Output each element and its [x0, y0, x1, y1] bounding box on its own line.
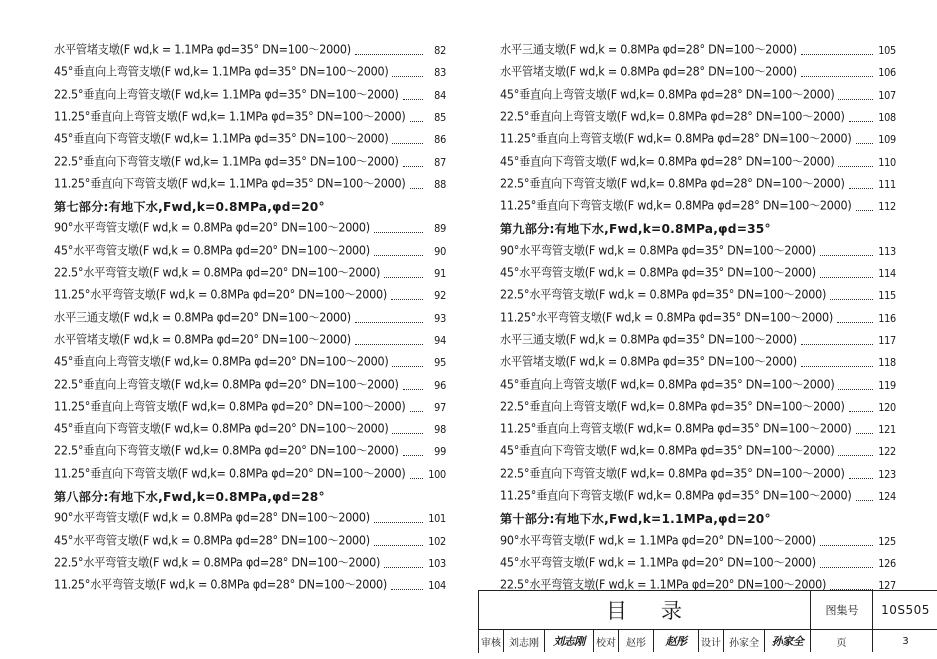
- dot-leader: [801, 75, 873, 77]
- section-heading-text: 第八部分:有地下水,Fwd,k=0.8MPa,φd=28°: [54, 490, 325, 504]
- toc-entry-title: 水平三通支墩(F wd,k = 0.8MPa φd=20° DN=100～2000): [54, 310, 351, 325]
- toc-page-number: 114: [878, 267, 896, 280]
- dot-leader: [374, 544, 423, 546]
- dot-leader: [856, 209, 873, 211]
- dot-leader: [820, 566, 873, 568]
- toc-page-number: 96: [434, 378, 446, 392]
- toc-entry: [500, 417, 896, 437]
- dot-leader: [355, 321, 423, 323]
- toc-page-number: 102: [428, 534, 446, 548]
- toc-page-number: 108: [878, 110, 896, 124]
- check-label: 校对: [596, 637, 616, 649]
- toc-entry: [54, 216, 446, 236]
- toc-page-number: 87: [434, 155, 446, 169]
- toc-page-number: 104: [428, 579, 446, 593]
- dot-leader: [374, 254, 423, 256]
- toc-page-number: 113: [878, 244, 896, 258]
- toc-page-number: 107: [878, 88, 896, 102]
- toc-entry-title: 22.5°垂直向上弯管支墩(F wd,k= 0.8MPa φd=20° DN=100～2000): [54, 377, 399, 392]
- toc-entry-title: 11.25°垂直向上弯管支墩(F wd,k= 0.8MPa φd=28° DN=100～2000): [500, 132, 852, 147]
- toc-entry: [54, 261, 446, 281]
- dot-leader: [801, 53, 873, 55]
- toc-entry-title: 45°水平弯管支墩(F wd,k = 0.8MPa φd=35° DN=100～2000): [500, 265, 816, 280]
- design-label: 设计: [701, 637, 721, 649]
- toc-entry-title: 11.25°垂直向下弯管支墩(F wd,k= 1.1MPa φd=35° DN=100～2000): [54, 176, 406, 191]
- toc-page-number: 117: [878, 333, 896, 347]
- toc-entry: [500, 38, 896, 58]
- dot-leader: [410, 187, 423, 189]
- toc-entry-title: 水平三通支墩(F wd,k = 0.8MPa φd=35° DN=100～2000): [500, 332, 797, 347]
- title-block-divider: [810, 591, 811, 629]
- toc-entry: [500, 105, 896, 125]
- atlas-number: 10S505: [881, 603, 930, 617]
- toc-entry: [500, 306, 896, 326]
- toc-entry: [54, 529, 446, 549]
- dot-leader: [849, 477, 873, 479]
- toc-entry: [54, 172, 446, 192]
- toc-entry-title: 90°水平弯管支墩(F wd,k = 1.1MPa φd=20° DN=100～2000): [500, 533, 816, 548]
- toc-entry-title: 45°水平弯管支墩(F wd,k = 1.1MPa φd=20° DN=100～2000): [500, 555, 816, 570]
- toc-page-number: 91: [434, 267, 446, 280]
- toc-page-number: 127: [878, 579, 896, 593]
- toc-entry-title: 45°垂直向下弯管支墩(F wd,k= 1.1MPa φd=35° DN=100～2000): [54, 132, 389, 147]
- dot-leader: [856, 432, 873, 434]
- dot-leader: [384, 566, 423, 568]
- dot-leader: [374, 521, 423, 523]
- dot-leader: [355, 53, 423, 55]
- dot-leader: [849, 120, 873, 122]
- toc-entry-title: 45°垂直向下弯管支墩(F wd,k= 0.8MPa φd=28° DN=100～2000): [500, 154, 835, 169]
- toc-entry: [54, 283, 446, 303]
- toc-entry: [500, 373, 896, 393]
- reviewer-name: 刘志刚: [509, 637, 539, 649]
- dot-leader: [801, 365, 873, 367]
- dot-leader: [391, 298, 423, 300]
- dot-leader: [838, 165, 873, 167]
- toc-entry: [54, 150, 446, 170]
- dot-leader: [403, 165, 423, 167]
- dot-leader: [392, 432, 423, 434]
- dot-leader: [403, 98, 423, 100]
- toc-entry-title: 22.5°垂直向上弯管支墩(F wd,k= 1.1MPa φd=35° DN=100～2000): [54, 87, 399, 102]
- toc-entry-title: 11.25°垂直向上弯管支墩(F wd,k= 1.1MPa φd=35° DN=100～2000): [54, 109, 406, 124]
- toc-entry: [500, 283, 896, 303]
- dot-leader: [392, 365, 423, 367]
- toc-entry: [54, 573, 446, 593]
- toc-entry: [54, 328, 446, 348]
- toc-page-number: 116: [878, 311, 896, 325]
- toc-page-number: 101: [428, 512, 446, 526]
- dot-leader: [820, 276, 873, 278]
- review-label: 审核: [481, 637, 501, 649]
- toc-entry: [500, 239, 896, 259]
- toc-page-number: 85: [434, 110, 446, 124]
- toc-entry: [500, 261, 896, 281]
- dot-leader: [384, 276, 423, 278]
- dot-leader: [838, 98, 873, 100]
- toc-page-number: 105: [878, 44, 896, 57]
- toc-entry-title: 水平管堵支墩(F wd,k = 0.8MPa φd=20° DN=100～2000): [54, 332, 351, 347]
- designer-signature: 孙家全: [771, 635, 804, 648]
- toc-entry-title: 22.5°垂直向上弯管支墩(F wd,k= 0.8MPa φd=28° DN=100～2000): [500, 109, 845, 124]
- dot-leader: [374, 231, 423, 233]
- toc-entry-title: 水平管堵支墩(F wd,k = 0.8MPa φd=28° DN=100～2000): [500, 65, 797, 80]
- toc-page-number: 99: [434, 445, 446, 459]
- toc-page-number: 97: [434, 400, 446, 414]
- toc-entry-title: 22.5°垂直向下弯管支墩(F wd,k= 0.8MPa φd=35° DN=100～2000): [500, 466, 845, 481]
- toc-entry-title: 11.25°垂直向上弯管支墩(F wd,k= 0.8MPa φd=20° DN=100～2000): [54, 399, 406, 414]
- toc-page-number: 90: [434, 244, 446, 258]
- toc-page-number: 109: [878, 133, 896, 147]
- toc-page-number: 119: [878, 378, 896, 392]
- toc-entry: [500, 60, 896, 80]
- toc-page-number: 88: [434, 177, 446, 191]
- dot-leader: [355, 343, 423, 345]
- dot-leader: [856, 499, 873, 501]
- toc-page-number: 82: [434, 44, 446, 57]
- toc-entry: [54, 38, 446, 58]
- toc-page-number: 89: [434, 222, 446, 236]
- toc-entry: [500, 194, 896, 214]
- dot-leader: [403, 454, 423, 456]
- toc-entry-title: 22.5°水平弯管支墩(F wd,k = 0.8MPa φd=35° DN=100～2000): [500, 288, 827, 303]
- toc-entry-title: 11.25°水平弯管支墩(F wd,k = 0.8MPa φd=35° DN=100～2000): [500, 310, 833, 325]
- dot-leader: [849, 410, 873, 412]
- page-label: 页: [836, 637, 847, 649]
- toc-page-number: 120: [878, 400, 896, 414]
- toc-entry: [54, 506, 446, 526]
- toc-entry: [54, 373, 446, 393]
- dot-leader: [830, 298, 873, 300]
- document-title: 目录: [606, 599, 716, 623]
- toc-entry-title: 11.25°水平弯管支墩(F wd,k = 0.8MPa φd=20° DN=100～2000): [54, 288, 387, 303]
- toc-entry-title: 45°水平弯管支墩(F wd,k = 0.8MPa φd=20° DN=100～2000): [54, 243, 370, 258]
- toc-page-number: 84: [434, 88, 446, 102]
- toc-page-number: 124: [878, 490, 896, 503]
- toc-entry: [54, 306, 446, 326]
- toc-entry-title: 22.5°水平弯管支墩(F wd,k = 0.8MPa φd=28° DN=100～2000): [54, 555, 381, 570]
- toc-entry-title: 22.5°水平弯管支墩(F wd,k = 1.1MPa φd=20° DN=100～2000): [500, 578, 827, 593]
- dot-leader: [820, 544, 873, 546]
- title-block-signature-row: [479, 630, 937, 652]
- checker-signature: 赵彤: [665, 635, 687, 648]
- toc-entry-title: 22.5°垂直向下弯管支墩(F wd,k= 0.8MPa φd=28° DN=100～2000): [500, 176, 845, 191]
- toc-entry: [500, 150, 896, 170]
- toc-entry-title: 水平管堵支墩(F wd,k = 1.1MPa φd=35° DN=100～2000): [54, 42, 351, 57]
- toc-entry-title: 90°水平弯管支墩(F wd,k = 0.8MPa φd=35° DN=100～2000): [500, 243, 816, 258]
- dot-leader: [838, 454, 873, 456]
- toc-entry: [500, 350, 896, 370]
- toc-entry: [500, 328, 896, 348]
- toc-entry-title: 水平三通支墩(F wd,k = 0.8MPa φd=28° DN=100～2000): [500, 42, 797, 57]
- toc-entry: [54, 127, 446, 147]
- toc-page-number: 118: [878, 356, 896, 370]
- dot-leader: [410, 410, 423, 412]
- toc-entry-title: 11.25°垂直向下弯管支墩(F wd,k= 0.8MPa φd=28° DN=100～2000): [500, 198, 852, 214]
- reviewer-signature: 刘志刚: [553, 635, 585, 648]
- toc-entry: [54, 83, 446, 103]
- toc-page-number: 122: [878, 445, 896, 459]
- toc-entry-title: 45°垂直向上弯管支墩(F wd,k= 0.8MPa φd=28° DN=100～2000): [500, 87, 835, 102]
- dot-leader: [849, 187, 873, 189]
- toc-entry: [500, 462, 896, 482]
- toc-page-number: 95: [434, 356, 446, 370]
- title-block-top-row: [479, 591, 937, 630]
- toc-entry-title: 11.25°水平弯管支墩(F wd,k = 0.8MPa φd=28° DN=100～2000): [54, 578, 387, 593]
- dot-leader: [820, 254, 873, 256]
- toc-section-heading: [54, 484, 446, 504]
- toc-entry: [500, 172, 896, 192]
- section-heading-text: 第十部分:有地下水,Fwd,k=1.1MPa,φd=20°: [500, 512, 771, 527]
- toc-entry: [500, 395, 896, 415]
- checker-name: 赵彤: [626, 637, 646, 649]
- dot-leader: [838, 388, 873, 390]
- toc-entry-title: 22.5°水平弯管支墩(F wd,k = 0.8MPa φd=20° DN=100～2000): [54, 265, 381, 280]
- designer-name: 孙家全: [729, 637, 759, 649]
- toc-section-heading: [500, 216, 896, 236]
- toc-page-number: 111: [878, 177, 896, 191]
- toc-entry-title: 22.5°垂直向下弯管支墩(F wd,k= 0.8MPa φd=20° DN=100～2000): [54, 444, 399, 459]
- page-number: 3: [902, 635, 909, 647]
- toc-entry-title: 45°垂直向上弯管支墩(F wd,k= 0.8MPa φd=35° DN=100～2000): [500, 377, 835, 392]
- toc-page-number: 115: [878, 289, 896, 303]
- toc-entry-title: 45°垂直向上弯管支墩(F wd,k= 0.8MPa φd=20° DN=100～2000): [54, 355, 389, 370]
- title-block: [478, 590, 937, 653]
- section-heading-text: 第七部分:有地下水,Fwd,k=0.8MPa,φd=20°: [54, 200, 325, 215]
- section-heading-text: 第九部分:有地下水,Fwd,k=0.8MPa,φd=35°: [500, 222, 771, 237]
- toc-section-heading: [500, 506, 896, 526]
- toc-page-number: 121: [878, 423, 896, 437]
- toc-entry: [500, 484, 896, 504]
- toc-entry-title: 22.5°垂直向下弯管支墩(F wd,k= 1.1MPa φd=35° DN=100～2000): [54, 154, 399, 169]
- toc-page-number: 110: [878, 155, 896, 169]
- dot-leader: [392, 142, 423, 144]
- toc-page-number: 86: [434, 133, 446, 147]
- toc-entry-title: 90°水平弯管支墩(F wd,k = 0.8MPa φd=28° DN=100～2000): [54, 511, 370, 526]
- dot-leader: [410, 477, 423, 479]
- toc-entry: [54, 395, 446, 415]
- toc-entry: [500, 551, 896, 571]
- toc-entry-title: 45°垂直向下弯管支墩(F wd,k= 0.8MPa φd=35° DN=100～2000): [500, 444, 835, 459]
- toc-page-number: 103: [428, 556, 446, 570]
- dot-leader: [856, 142, 873, 144]
- toc-page-number: 112: [878, 200, 896, 214]
- toc-page-number: 126: [878, 556, 896, 570]
- toc-entry: [500, 127, 896, 147]
- toc-entry-title: 45°垂直向上弯管支墩(F wd,k= 1.1MPa φd=35° DN=100～2000): [54, 65, 389, 80]
- toc-section-heading: [54, 194, 446, 214]
- dot-leader: [837, 321, 873, 323]
- toc-page-number: 106: [878, 66, 896, 80]
- toc-entry: [54, 60, 446, 80]
- toc-page-number: 92: [434, 289, 446, 303]
- toc-page-number: 93: [434, 311, 446, 325]
- toc-entry-title: 11.25°垂直向下弯管支墩(F wd,k= 0.8MPa φd=35° DN=100～2000): [500, 488, 852, 503]
- toc-entry-title: 11.25°垂直向下弯管支墩(F wd,k= 0.8MPa φd=20° DN=100～2000): [54, 466, 406, 481]
- toc-entry-title: 22.5°垂直向上弯管支墩(F wd,k= 0.8MPa φd=35° DN=100～2000): [500, 399, 845, 414]
- dot-leader: [391, 588, 423, 590]
- toc-entry: [54, 417, 446, 437]
- toc-entry: [54, 350, 446, 370]
- atlas-number-label: 图集号: [825, 604, 859, 617]
- toc-entry: [500, 529, 896, 549]
- dot-leader: [801, 343, 873, 345]
- toc-entry: [500, 83, 896, 103]
- toc-entry-title: 45°水平弯管支墩(F wd,k = 0.8MPa φd=28° DN=100～2000): [54, 533, 370, 548]
- toc-entry: [54, 551, 446, 571]
- toc-page-number: 123: [878, 467, 896, 481]
- toc-entry: [54, 439, 446, 459]
- toc-page-number: 94: [434, 333, 446, 347]
- dot-leader: [410, 120, 423, 122]
- toc-entry-title: 水平管堵支墩(F wd,k = 0.8MPa φd=35° DN=100～2000): [500, 355, 797, 370]
- toc-page-number: 125: [878, 534, 896, 548]
- dot-leader: [403, 388, 423, 390]
- toc-page-number: 83: [434, 66, 446, 80]
- dot-leader: [392, 75, 423, 77]
- toc-entry: [54, 239, 446, 259]
- toc-page-number: 98: [434, 423, 446, 437]
- toc-entry-title: 11.25°垂直向上弯管支墩(F wd,k= 0.8MPa φd=35° DN=100～2000): [500, 421, 852, 437]
- toc-entry: [54, 462, 446, 482]
- toc-entry: [500, 439, 896, 459]
- toc-entry-title: 90°水平弯管支墩(F wd,k = 0.8MPa φd=20° DN=100～2000): [54, 221, 370, 236]
- toc-page-number: 100: [428, 467, 446, 481]
- toc-entry: [54, 105, 446, 125]
- toc-entry-title: 45°垂直向下弯管支墩(F wd,k= 0.8MPa φd=20° DN=100～2000): [54, 421, 389, 437]
